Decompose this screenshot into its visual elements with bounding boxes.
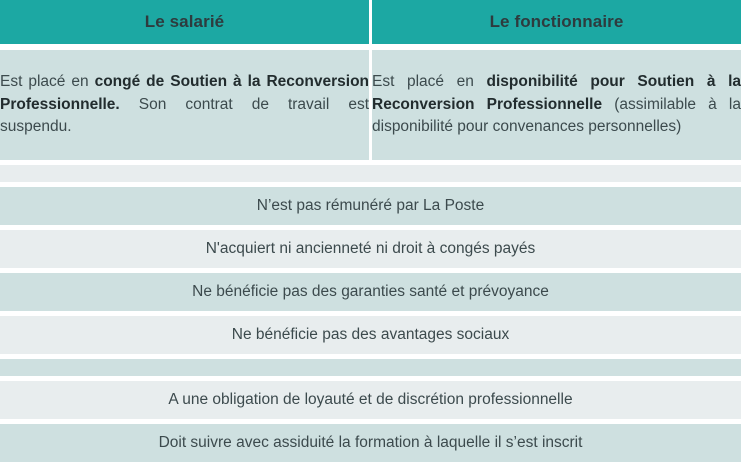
shared-row-label: Ne bénéficie pas des avantages sociaux: [0, 316, 741, 354]
band-spacer: [0, 359, 741, 376]
detail-lead-fonctionnaire: Est placé en: [372, 73, 487, 91]
shared-row-label: Doit suivre avec assiduité la formation à laquelle il s’est inscrit: [0, 424, 741, 462]
table-header-row: [0, 0, 741, 44]
column-header-salarie: Le salarié: [0, 0, 369, 44]
table-row: [0, 230, 741, 268]
detail-lead-salarie: Est placé en: [0, 73, 95, 91]
band-spacer-row-light: [0, 165, 741, 182]
table-row: [0, 273, 741, 311]
shared-row-label: A une obligation de loyauté et de discrétion professionnelle: [0, 381, 741, 419]
shared-row-label: N’est pas rémunéré par La Poste: [0, 187, 741, 225]
table-row: [0, 424, 741, 462]
table-row: [0, 316, 741, 354]
column-header-fonctionnaire: Le fonctionnaire: [372, 0, 741, 44]
detail-tail-salarie: Son contrat de travail est suspendu.: [0, 95, 369, 136]
detail-tail-fonctionnaire: (assimilable à la disponibilité pour convenances personnelles): [372, 95, 741, 136]
detail-emphasis-salarie: congé de Soutien à la Reconversion Professionnelle.: [0, 73, 369, 113]
detail-emphasis-fonctionnaire: disponibilité pour Soutien à la Reconversion Professionnelle: [372, 73, 741, 113]
shared-row-label: Ne bénéficie pas des garanties santé et prévoyance: [0, 273, 741, 311]
detail-cell-fonctionnaire: [372, 50, 741, 160]
detail-cell-salarie: [0, 50, 369, 160]
shared-row-label: N'acquiert ni ancienneté ni droit à congés payés: [0, 230, 741, 268]
table-row-detail: [0, 50, 741, 160]
table-row: [0, 381, 741, 419]
band-spacer-row-dark: [0, 359, 741, 376]
band-spacer: [0, 165, 741, 182]
table-row: [0, 187, 741, 225]
